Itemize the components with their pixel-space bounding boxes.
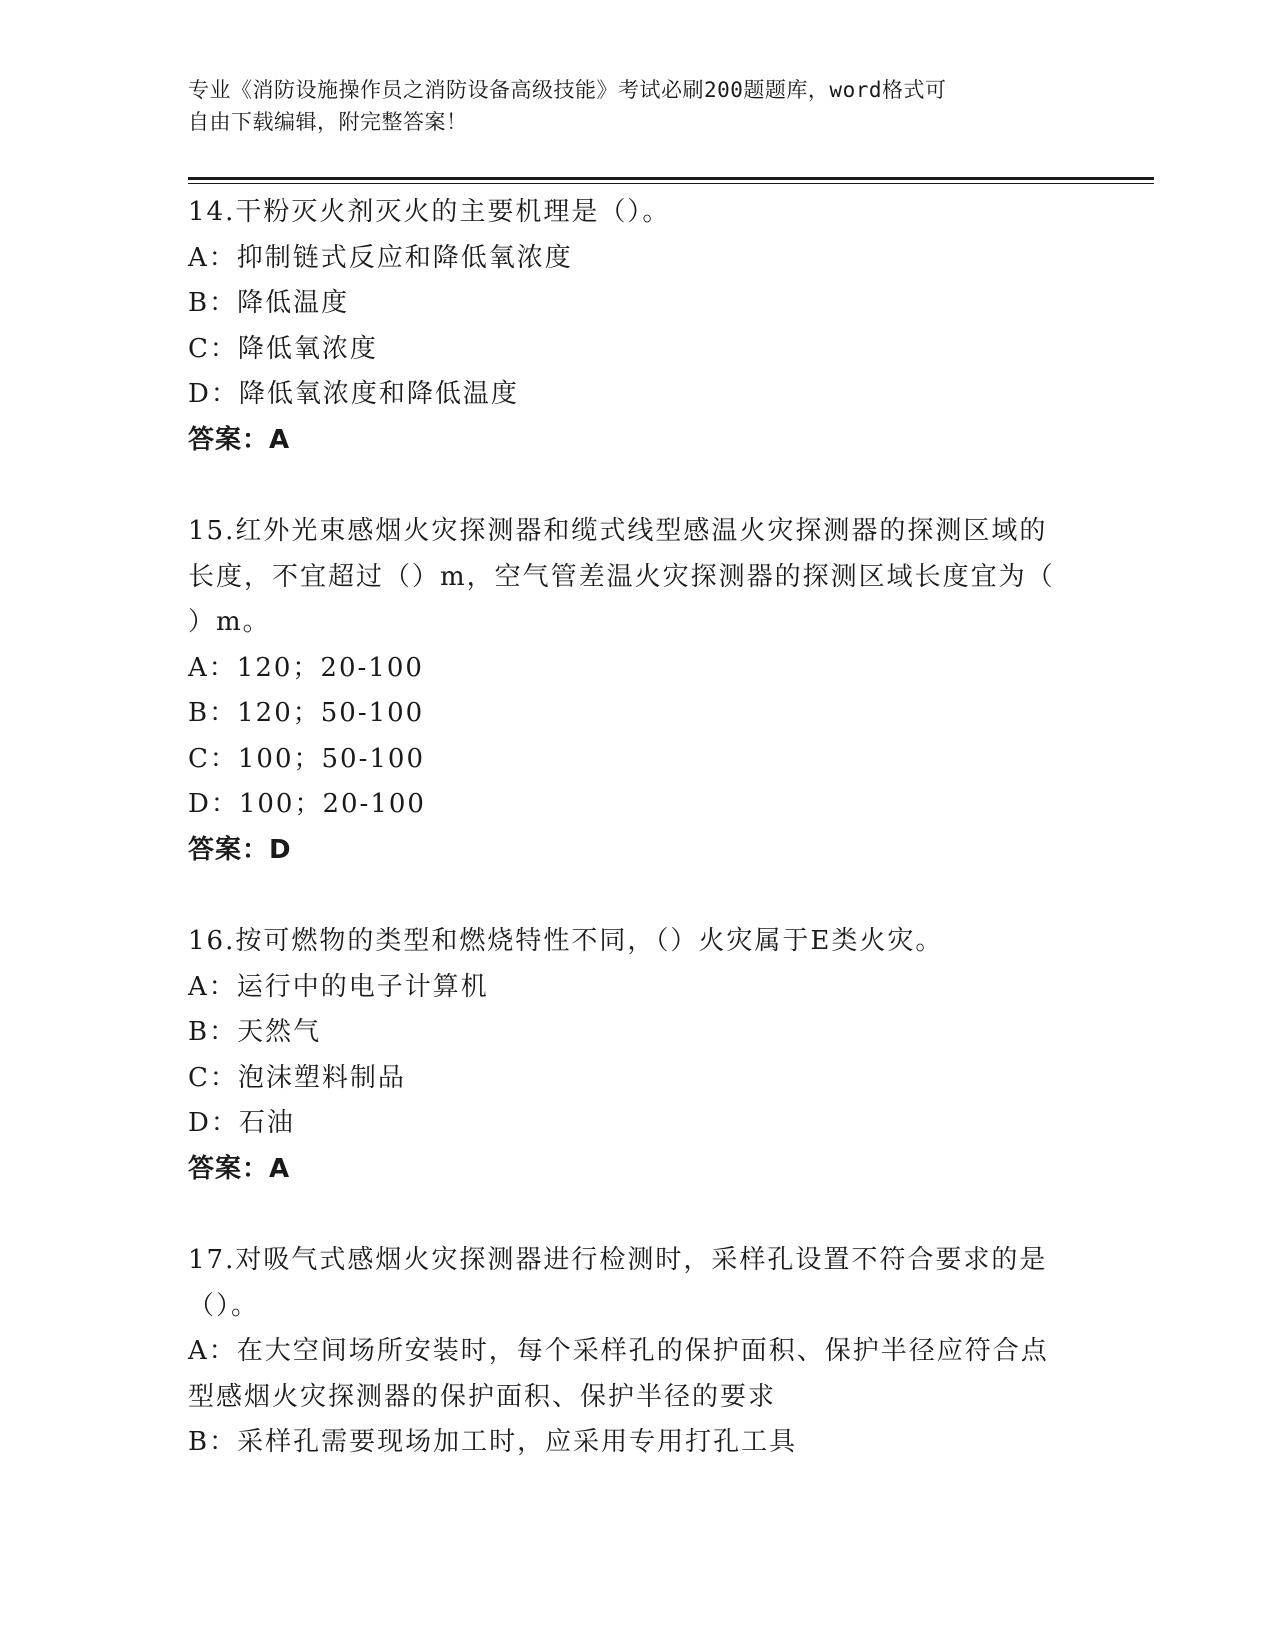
- option-c: C：100；50-100: [188, 743, 426, 774]
- question-stem: 16.按可燃物的类型和燃烧特性不同，（）火灾属于E类火灾。: [188, 926, 944, 956]
- option-a: 型感烟火灾探测器的保护面积、保护半径的要求: [188, 1381, 777, 1412]
- question-stem: ）m。: [188, 607, 271, 637]
- option-b: B：天然气: [188, 1017, 322, 1047]
- option-d: D：降低氧浓度和降低温度: [188, 379, 519, 409]
- question-stem: 长度，不宜超过（）m，空气管差温火灾探测器的探测区域长度宜为（: [188, 561, 1055, 592]
- question-stem: 17.对吸气式感烟火灾探测器进行检测时，采样孔设置不符合要求的是: [188, 1245, 1048, 1275]
- option-a: A：抑制链式反应和降低氧浓度: [188, 242, 573, 273]
- option-c: C：降低氧浓度: [188, 333, 378, 364]
- option-a: A：120；20-100: [188, 652, 424, 683]
- header-divider-thick: [188, 177, 1154, 180]
- question-14: [188, 190, 1088, 463]
- option-c: C：泡沫塑料制品: [188, 1062, 406, 1093]
- question-17: [188, 1238, 1088, 1466]
- question-list: [188, 190, 1088, 1512]
- header-line-1: 专业《消防设施操作员之消防设备高级技能》考试必刷200题题库，word格式可: [188, 78, 947, 102]
- question-stem: 15.红外光束感烟火灾探测器和缆式线型感温火灾探测器的探测区域的: [188, 516, 1048, 546]
- header-line-2: 自由下载编辑，附完整答案！: [188, 110, 468, 134]
- document-header: [188, 74, 1068, 138]
- header-divider-thin: [188, 183, 1154, 184]
- answer-label: 答案：D: [188, 834, 292, 865]
- option-b: B：120；50-100: [188, 698, 425, 728]
- question-stem: 14.干粉灭火剂灭火的主要机理是（）。: [188, 197, 671, 227]
- option-d: D：100；20-100: [188, 789, 426, 819]
- question-16: [188, 919, 1088, 1192]
- answer-label: 答案：A: [188, 424, 291, 455]
- question-stem: （）。: [188, 1290, 260, 1321]
- option-d: D：石油: [188, 1108, 295, 1138]
- option-b: B：降低温度: [188, 288, 350, 318]
- answer-label: 答案：A: [188, 1153, 291, 1184]
- option-a: A：运行中的电子计算机: [188, 971, 489, 1002]
- option-a: A：在大空间场所安装时，每个采样孔的保护面积、保护半径应符合点: [188, 1336, 1049, 1366]
- option-b: B：采样孔需要现场加工时，应采用专用打孔工具: [188, 1427, 798, 1457]
- question-15: [188, 509, 1088, 873]
